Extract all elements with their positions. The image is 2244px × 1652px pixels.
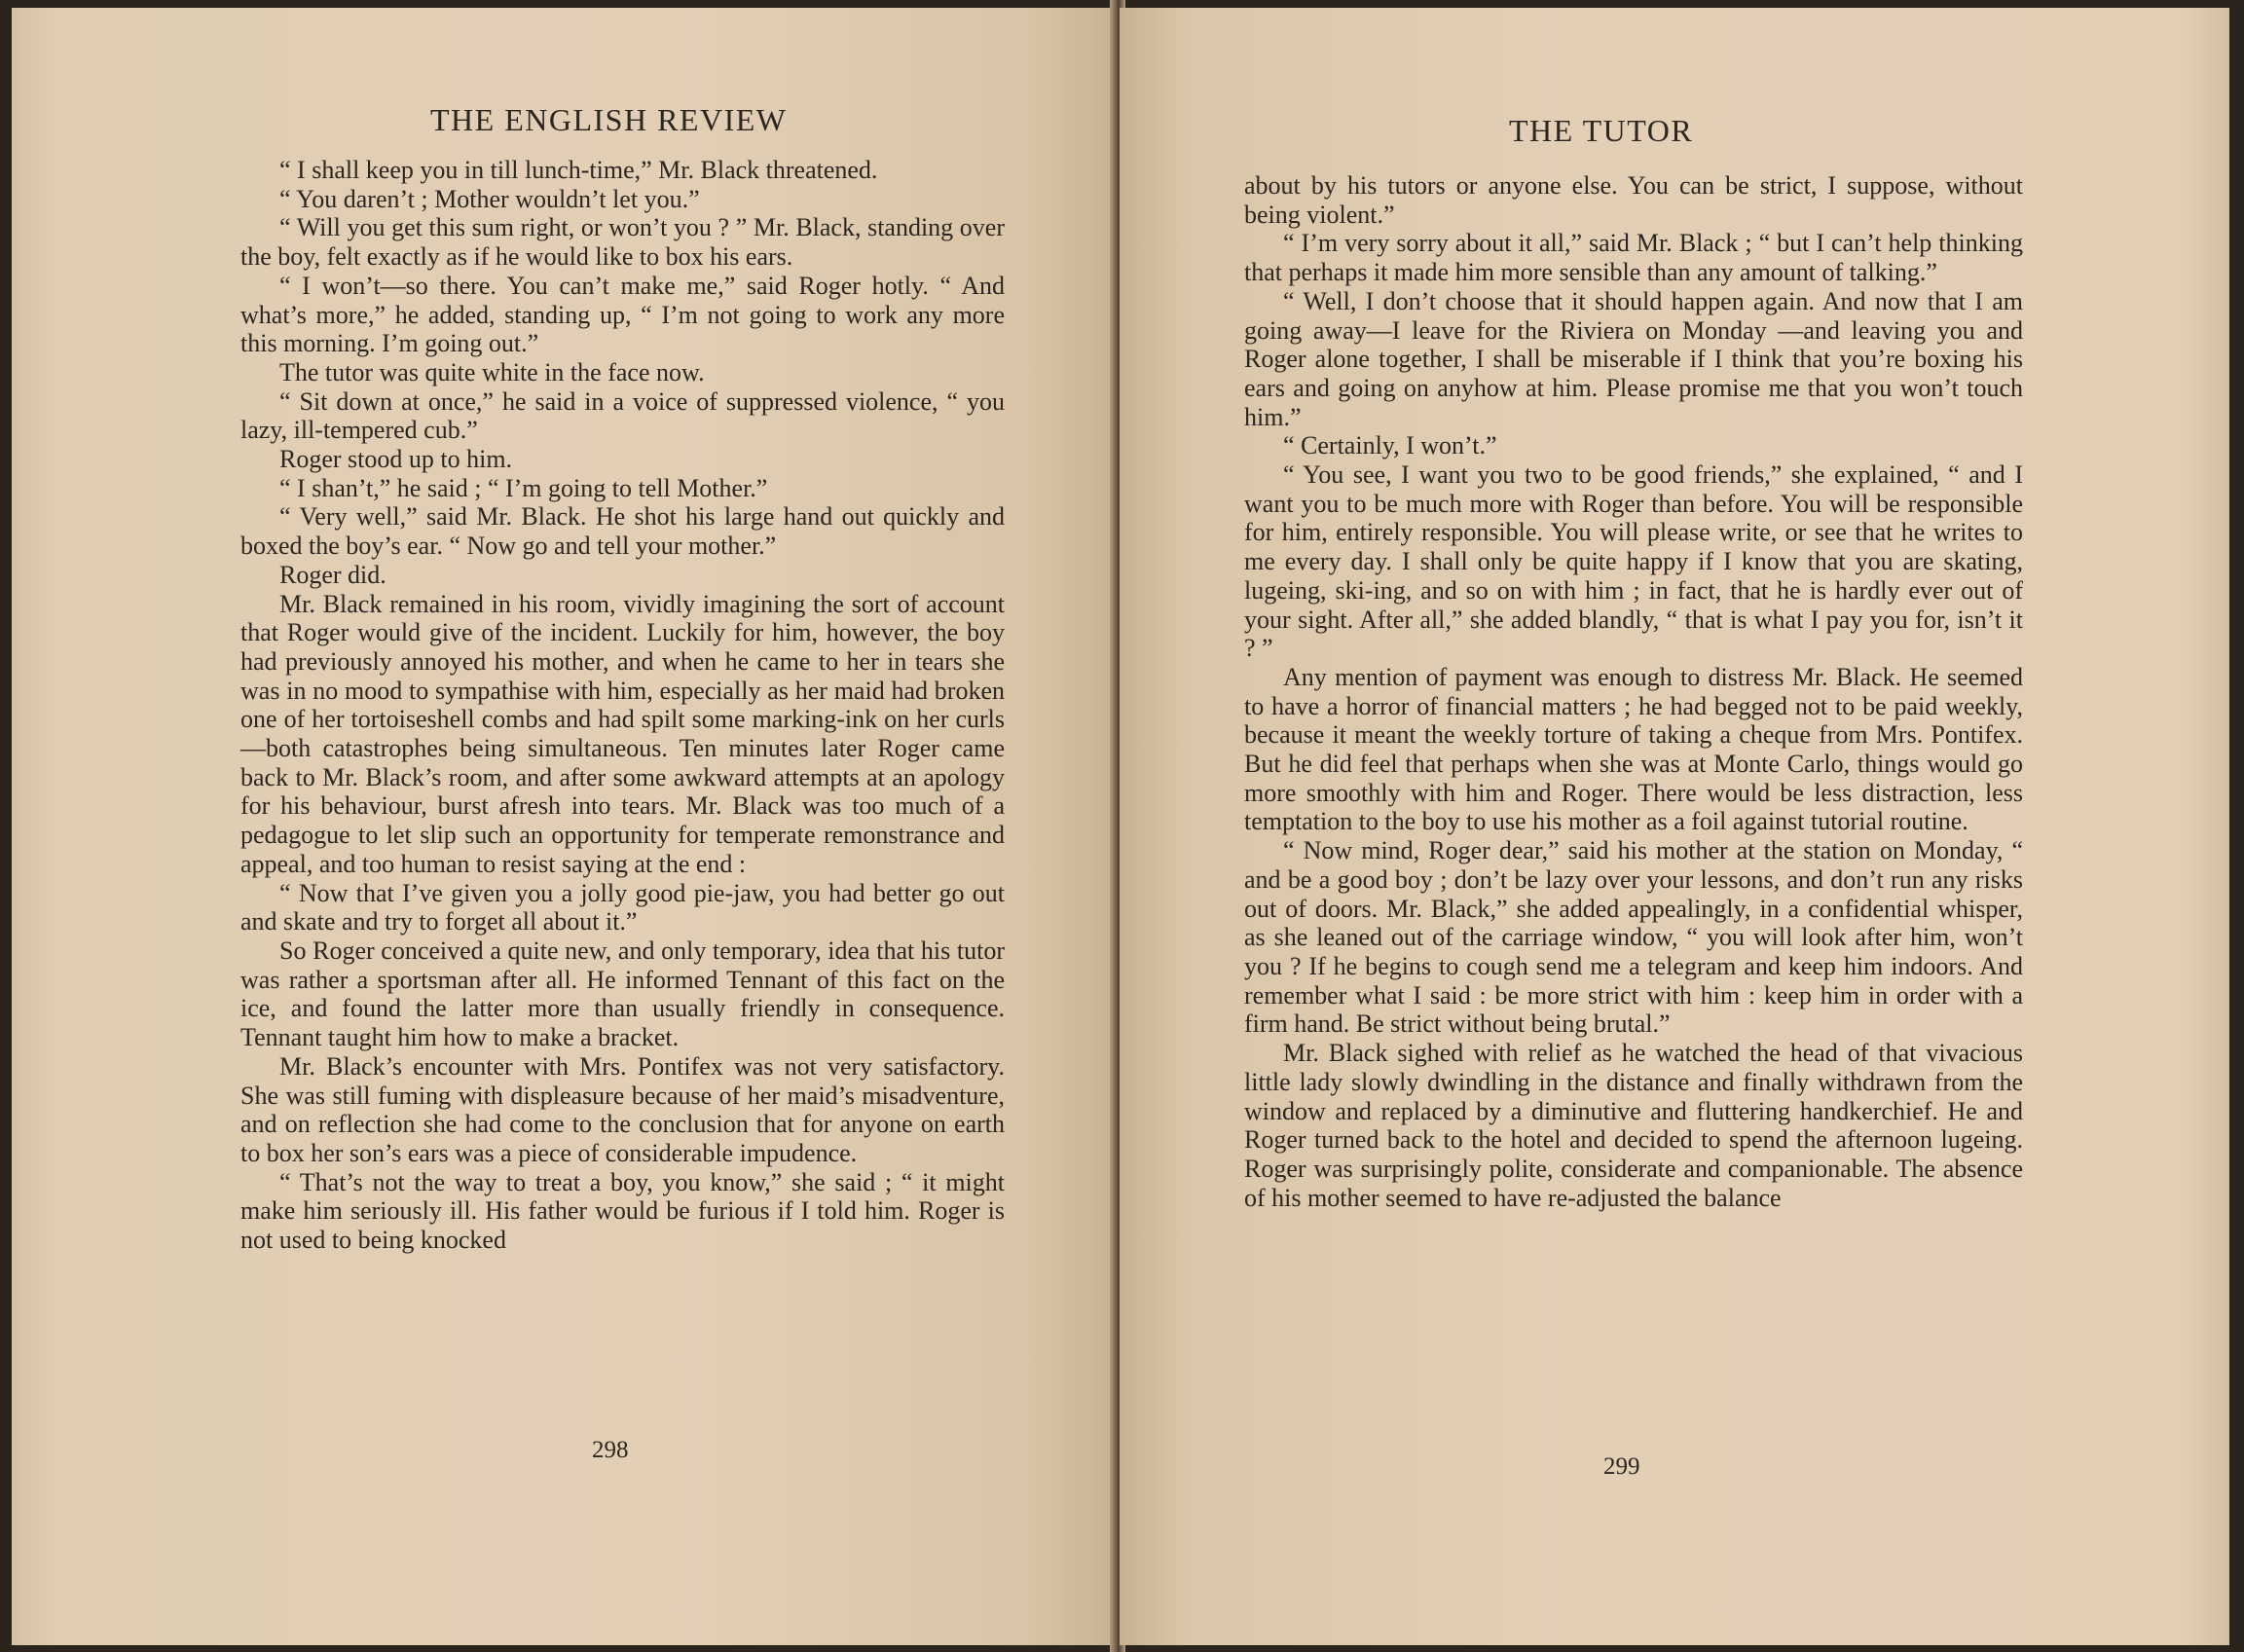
paragraph: “ I shall keep you in till lunch-time,” Mr. Black threatened. bbox=[279, 156, 878, 184]
paragraph: Mr. Black sighed with relief as he watched the head of that vivacious little lady slowly dwindling in the distance and finally withdrawn from the window and replaced by a diminutive and fluttering handkerchief. He and Roger turned back to the hotel and decided to spend the afternoon lugeing. Roger was surprisingly polite, considerate and companionable. The absence of his mother seemed to have re-adjusted the balance bbox=[1244, 1039, 2023, 1212]
paragraph: Mr. Black remained in his room, vividly imagining the sort of account that Roger would give of the incident. Luckily for him, however, the boy had previously annoyed his mother, and when he came to her in tears she was in no mood to sympathise with him, especially as her maid had broken one of her tortoiseshell combs and had spilt some marking-ink on her curls—both catastrophes being simultaneous. Ten minutes later Roger came back to Mr. Black’s room, and after some awkward attempts at an apology for his behaviour, burst afresh into tears. Mr. Black was too much of a pedagogue to let slip such an opportunity for temperate remonstrance and appeal, and too human to resist saying at the end : bbox=[240, 589, 1005, 878]
page-number: 299 bbox=[1603, 1453, 1640, 1480]
paragraph: “ You see, I want you two to be good friends,” she explained, “ and I want you to be much more with Roger than before. You will be responsible for him, entirely responsible. You will please write, or see that he writes to me every day. I shall only be quite happy if I know that you are skating, lugeing, ski-ing, and so on with him ; in fact, that he is hardly ever out of your sight. After all,” she added blandly, “ that is what I pay you for, isn’t it ? ” bbox=[1244, 460, 2023, 663]
paragraph: “ I won’t—so there. You can’t make me,” said Roger hotly. “ And what’s more,” he added, standing up, “ I’m not going to work any more this morning. I’m going out.” bbox=[240, 271, 1005, 358]
paragraph: “ Now mind, Roger dear,” said his mother at the station on Monday, “ and be a good boy ; don’t be lazy over your lessons, and don’t run any risks out of doors. Mr. Black,” she added appealingly, in a confidential whisper, as she leaned out of the carriage window, “ you will look after him, won’t you ? If he begins to cough send me a telegram and keep him indoors. And remember what I said : be more strict with him : keep him in order with a firm hand. Be strict without being brutal.” bbox=[1244, 836, 2023, 1039]
paragraph-continuation: about by his tutors or anyone else. You can be strict, I suppose, without being violent.” bbox=[1244, 171, 2023, 229]
paragraph: “ Sit down at once,” he said in a voice of suppressed violence, “ you lazy, ill-tempered cub.” bbox=[240, 386, 1005, 445]
paragraph: Roger did. bbox=[279, 560, 386, 589]
running-head: THE TUTOR bbox=[1509, 113, 1694, 148]
paragraph: “ That’s not the way to treat a boy, you know,” she said ; “ it might make him seriously ill. His father would be furious if I told him. Roger is not used to being knocked bbox=[240, 1167, 1005, 1255]
paragraph: “ I shan’t,” he said ; “ I’m going to tell Mother.” bbox=[279, 473, 768, 502]
paragraph: “ Very well,” said Mr. Black. He shot his large hand out quickly and boxed the boy’s ear. “ Now go and tell your mother.” bbox=[240, 502, 1005, 561]
paragraph: Roger stood up to him. bbox=[279, 445, 513, 474]
paragraph: “ Certainly, I won’t.” bbox=[1283, 431, 1497, 460]
running-head: THE ENGLISH REVIEW bbox=[430, 102, 788, 137]
page-number: 298 bbox=[592, 1437, 629, 1463]
paragraph: Any mention of payment was enough to distress Mr. Black. He seemed to have a horror of financial matters ; he had begged not to be paid weekly, because it meant the weekly torture of taking a cheque from Mrs. Pontifex. But he did feel that perhaps when she was at Monte Carlo, things would go more smoothly with him and Roger. There would be less distraction, less temptation to the boy to use his mother as a foil against tutorial routine. bbox=[1244, 662, 2023, 836]
page-body-text bbox=[240, 156, 1005, 1255]
left-page bbox=[12, 8, 1117, 1645]
paragraph: “ I’m very sorry about it all,” said Mr. Black ; “ but I can’t help thinking that perhaps it made him more sensible than any amount of talking.” bbox=[1244, 229, 2023, 287]
paragraph: “ Now that I’ve given you a jolly good pie-jaw, you had better go out and skate and try to forget all about it.” bbox=[240, 878, 1005, 936]
paragraph: “ Will you get this sum right, or won’t you ? ” Mr. Black, standing over the boy, felt exactly as if he would like to box his ears. bbox=[240, 213, 1005, 272]
paragraph: “ You daren’t ; Mother wouldn’t let you.” bbox=[279, 184, 700, 213]
page-body-text bbox=[1244, 171, 2023, 1212]
paragraph: So Roger conceived a quite new, and only temporary, idea that his tutor was rather a sportsman after all. He informed Tennant of this fact on the ice, and found the latter more than usually friendly in consequence. Tennant taught him how to make a bracket. bbox=[240, 936, 1005, 1052]
right-page bbox=[1120, 8, 2229, 1645]
paragraph: “ Well, I don’t choose that it should happen again. And now that I am going away—I leave for the Riviera on Monday —and leaving you and Roger alone together, I shall be miserable if I think that you’re boxing his ears and going on anyhow at him. Please promise me that you won’t touch him.” bbox=[1244, 286, 2023, 431]
paragraph: The tutor was quite white in the face now. bbox=[279, 357, 705, 386]
paragraph: Mr. Black’s encounter with Mrs. Pontifex was not very satisfactory. She was still fuming with displeasure because of her maid’s misadventure, and on reflection she had come to the conclusion that for anyone on earth to box her son’s ears was a piece of considerable impudence. bbox=[240, 1051, 1005, 1167]
